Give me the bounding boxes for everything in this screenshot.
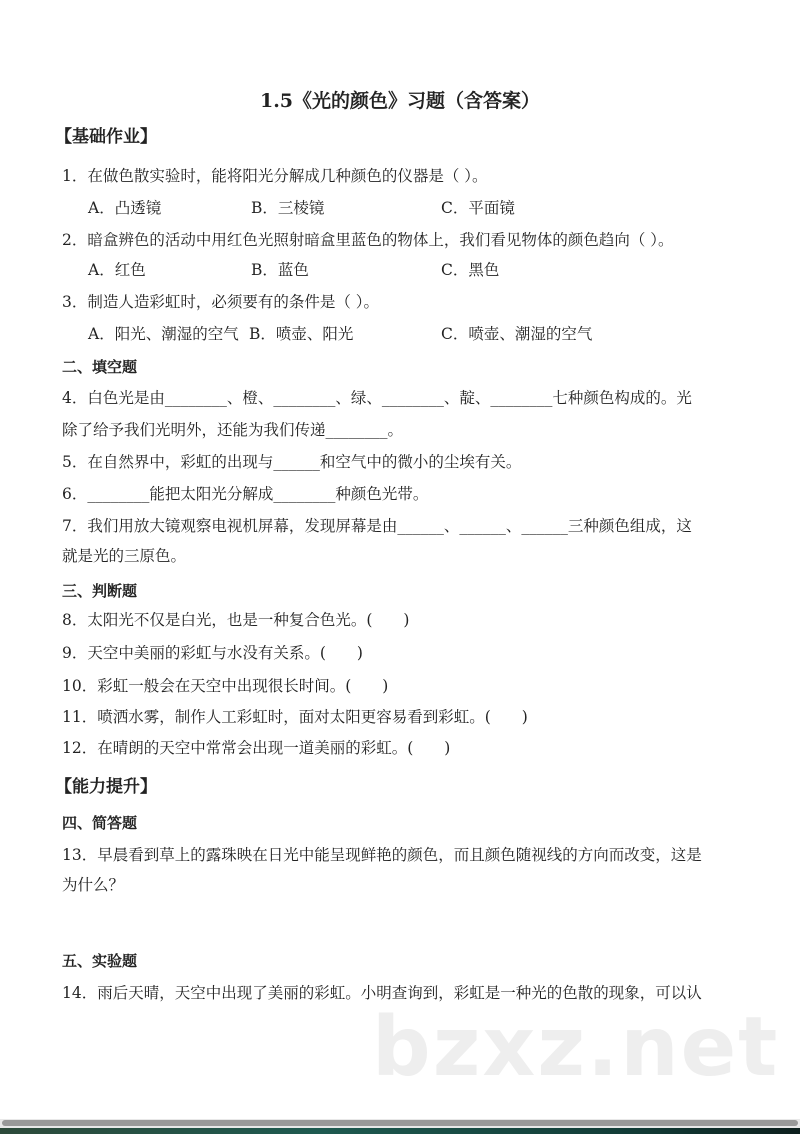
question-7-line1: 7．我们用放大镜观察电视机屏幕，发现屏幕是由______、______、______三种颜色组成，这 (62, 517, 692, 535)
desktop-taskbar-strip (0, 1128, 800, 1134)
q2-option-a: A．红色 (88, 261, 146, 279)
question-13-line2: 为什么？ (62, 876, 125, 894)
section-advanced: 【能力提升】 (55, 777, 157, 797)
question-1: 1．在做色散实验时，能将阳光分解成几种颜色的仪器是（ ）。 (62, 167, 488, 185)
section-short: 四、简答题 (62, 814, 138, 832)
section-experiment: 五、实验题 (62, 952, 138, 970)
watermark: bzxz.net (372, 1000, 780, 1095)
section-fill: 二、填空题 (62, 358, 138, 376)
q2-option-c: C．黑色 (441, 261, 500, 279)
question-8: 8．太阳光不仅是白光，也是一种复合色光。( ) (62, 611, 410, 629)
q2-option-b: B．蓝色 (251, 261, 309, 279)
section-judge: 三、判断题 (62, 582, 138, 600)
question-9: 9．天空中美丽的彩虹与水没有关系。( ) (62, 644, 363, 662)
document-title: 1.5《光的颜色》习题（含答案） (259, 90, 541, 112)
q3-option-a: A．阳光、潮湿的空气 (88, 325, 239, 343)
question-14: 14．雨后天晴，天空中出现了美丽的彩虹。小明查询到，彩虹是一种光的色散的现象，可以认 (62, 984, 702, 1002)
question-13-line1: 13．早晨看到草上的露珠映在日光中能呈现鲜艳的颜色，而且颜色随视线的方向而改变，这是 (62, 846, 702, 864)
q1-option-c: C．平面镜 (441, 199, 515, 217)
question-4-line1: 4．白色光是由________、橙、________、绿、________、靛、________七种颜色构成的。光 (62, 389, 692, 407)
question-10: 10．彩虹一般会在天空中出现很长时间。( ) (62, 677, 389, 695)
question-7-line2: 就是光的三原色。 (62, 547, 187, 565)
q3-option-b: B．喷壶、阳光 (249, 325, 354, 343)
q1-option-a: A．凸透镜 (88, 199, 162, 217)
question-12: 12．在晴朗的天空中常常会出现一道美丽的彩虹。( ) (62, 739, 451, 757)
scrollbar-thumb[interactable] (2, 1120, 798, 1126)
question-4-line2: 除了给予我们光明外，还能为我们传递________。 (62, 421, 404, 439)
section-basic: 【基础作业】 (55, 127, 157, 147)
question-5: 5．在自然界中，彩虹的出现与______和空气中的微小的尘埃有关。 (62, 453, 522, 471)
q3-option-c: C．喷壶、潮湿的空气 (441, 325, 593, 343)
horizontal-scrollbar[interactable] (0, 1119, 800, 1128)
question-6: 6．________能把太阳光分解成________种颜色光带。 (62, 485, 429, 503)
question-2: 2．暗盒辨色的活动中用红色光照射暗盒里蓝色的物体上，我们看见物体的颜色趋向（ ）。 (62, 231, 674, 249)
question-3: 3．制造人造彩虹时，必须要有的条件是（ ）。 (62, 293, 380, 311)
question-11: 11．喷洒水雾，制作人工彩虹时，面对太阳更容易看到彩虹。( ) (62, 708, 528, 726)
q1-option-b: B．三棱镜 (251, 199, 325, 217)
